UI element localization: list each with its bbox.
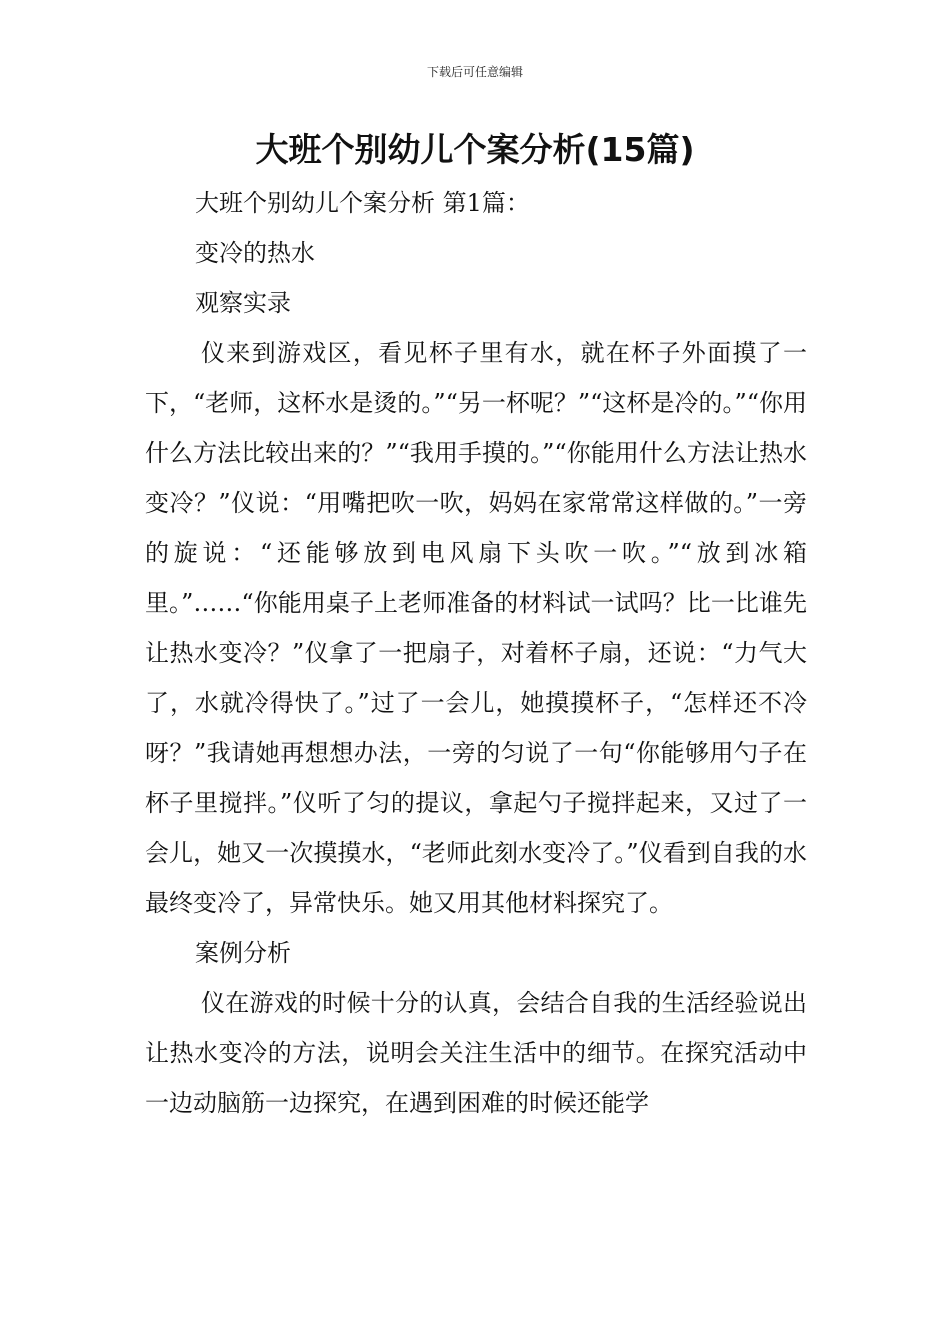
- section-heading-observation: 观察实录: [195, 289, 291, 317]
- analysis-paragraph: 仪在游戏的时候十分的认真，会结合自我的生活经验说出让热水变冷的方法，说明会关注生活中的细节。在探究活动中一边动脑筋一边探究，在遇到困难的时候还能学: [145, 989, 807, 1117]
- article-subtitle: 大班个别幼儿个案分析 第1篇：: [195, 189, 530, 217]
- observation-paragraph: 仪来到游戏区，看见杯子里有水，就在杯子外面摸了一下，“老师，这杯水是烫的。”“另一杯呢？”“这杯是冷的。”“你用什么方法比较出来的？”“我用手摸的。”“你能用什么方法让热水变冷？”仪说：“用嘴把吹一吹，妈妈在家常常这样做的。”一旁的旋说：“还能够放到电风扇下头吹一吹。”“放到冰箱里。”……“你能用桌子上老师准备的材料试一试吗？比一比谁先让热水变冷？”仪拿了一把扇子，对着杯子扇，还说：“力气大了，水就冷得快了。”过了一会儿，她摸摸杯子，“怎样还不冷呀？”我请她再想想办法，一旁的匀说了一句“你能够用勺子在杯子里搅拌。”仪听了匀的提议，拿起勺子搅拌起来，又过了一会儿，她又一次摸摸水，“老师此刻水变冷了。”仪看到自我的水最终变冷了，异常快乐。她又用其他材料探究了。: [145, 339, 807, 917]
- section-heading-analysis: 案例分析: [195, 939, 291, 967]
- document-body: [145, 178, 807, 1128]
- header-note: 下载后可任意编辑: [426, 65, 523, 79]
- document-title: 大班个别幼儿个案分析(15篇): [255, 130, 695, 169]
- case-title: 变冷的热水: [195, 239, 315, 267]
